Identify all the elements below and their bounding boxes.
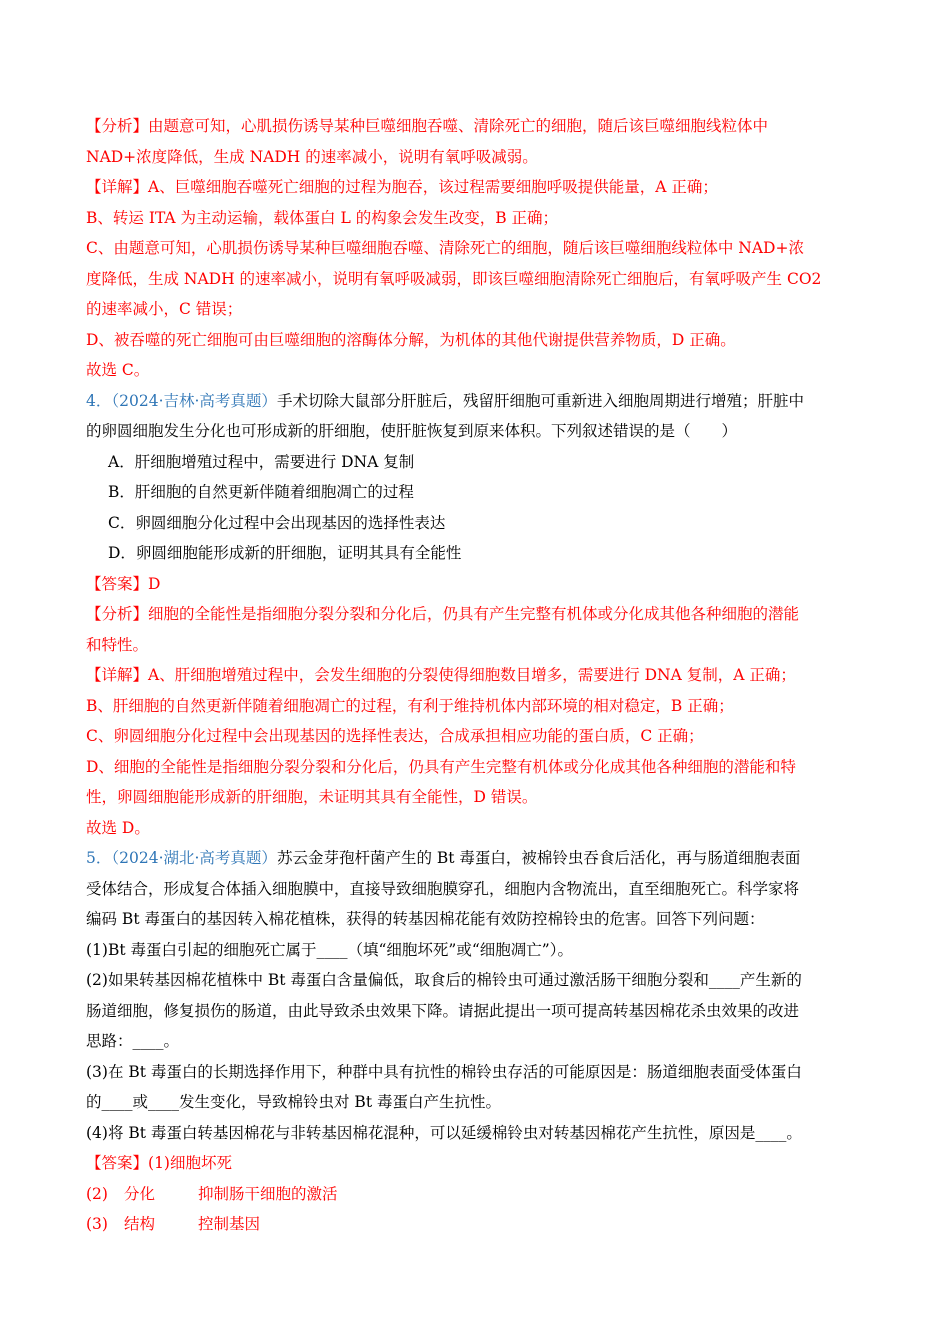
q5-answer-2-b: 抑制肠干细胞的激活 xyxy=(198,1184,338,1203)
q3-detail-line: 【详解】A、巨噬细胞吞噬死亡细胞的过程为胞吞，该过程需要细胞呼吸提供能量，A 正确； xyxy=(86,178,718,196)
q4-option-a: A．肝细胞增殖过程中，需要进行 DNA 复制 xyxy=(108,452,415,471)
q5-question-line: 肠道细胞，修复损伤的肠道，由此导致杀虫效果下降。请据此提出一项可提高转基因棉花杀虫效果的改进 xyxy=(86,1001,800,1020)
q4-source: （2024·吉林·高考真题） xyxy=(111,391,277,410)
q3-detail-line: B、转运 ITA 为主动运输，载体蛋白 L 的构象会发生改变，B 正确； xyxy=(86,208,559,227)
q3-detail-line: 的速率减小，C 错误； xyxy=(86,300,243,318)
q3-conclusion: 故选 C。 xyxy=(86,361,150,379)
q3-detail-line: C、由题意可知，心肌损伤诱导某种巨噬细胞吞噬、清除死亡的细胞，随后该巨噬细胞线粒体中 NAD+浓 xyxy=(86,239,804,257)
q4-detail-line: B、肝细胞的自然更新伴随着细胞凋亡的过程，有利于维持机体内部环境的相对稳定，B 正确； xyxy=(86,696,734,715)
q4-stem xyxy=(86,386,866,417)
q5-answer-3-number: (3) xyxy=(86,1215,108,1233)
q5-answer-1: (1)细胞坏死 xyxy=(148,1154,232,1172)
q4-conclusion: 故选 D。 xyxy=(86,818,150,837)
q5-stem xyxy=(86,843,866,874)
q5-answer-3-b: 控制基因 xyxy=(198,1215,261,1233)
q4-answer: 【答案】D xyxy=(86,574,161,593)
q4-analysis-line: 【分析】细胞的全能性是指细胞分裂分裂和分化后，仍具有产生完整有机体或分化成其他各种细胞的潜能 xyxy=(86,605,800,623)
q5-answer-3-a: 结构 xyxy=(124,1215,156,1233)
q4-stem-line: 的卵圆细胞发生分化也可形成新的肝细胞，使肝脏恢复到原来体积。下列叙述错误的是（ ） xyxy=(86,422,738,440)
q5-question-line: (3)在 Bt 毒蛋白的长期选择作用下，种群中具有抗性的棉铃虫存活的可能原因是：肠道细胞表面受体蛋白 xyxy=(86,1062,802,1081)
q5-question-line: 思路：____。 xyxy=(86,1032,180,1050)
q4-option-c: C．卵圆细胞分化过程中会出现基因的选择性表达 xyxy=(108,513,446,532)
q4-detail-line: 【详解】A、肝细胞增殖过程中，会发生细胞的分裂使得细胞数目增多，需要进行 DNA 复制，A 正确； xyxy=(86,666,796,684)
q4-detail-line: D、细胞的全能性是指细胞分裂分裂和分化后，仍具有产生完整有机体或分化成其他各种细胞的潜能和特 xyxy=(86,757,796,776)
q3-detail-line: 度降低，生成 NADH 的速率减小，说明有氧呼吸减弱，即该巨噬细胞清除死亡细胞后，有氧呼吸产生 CO2 xyxy=(86,269,822,288)
q4-stem-text: 手术切除大鼠部分肝脏后，残留肝细胞可重新进入细胞周期进行增殖；肝脏中 xyxy=(276,391,804,410)
q5-stem-line: 受体结合，形成复合体插入细胞膜中，直接导致细胞膜穿孔，细胞内含物流出，直至细胞死亡。科学家将 xyxy=(86,879,800,898)
q4-option-d: D．卵圆细胞能形成新的肝细胞，证明其具有全能性 xyxy=(108,544,462,562)
q4-number: 4． xyxy=(86,391,112,410)
q4-analysis-line: 和特性。 xyxy=(86,635,149,654)
q5-source: （2024·湖北·高考真题） xyxy=(111,849,277,867)
q5-question-line: (2)如果转基因棉花植株中 Bt 毒蛋白含量偏低，取食后的棉铃虫可通过激活肠干细胞分裂和____产生新的 xyxy=(86,971,802,989)
q5-question-line: (4)将 Bt 毒蛋白转基因棉花与非转基因棉花混种，可以延缓棉铃虫对转基因棉花产生抗性，原因是____。 xyxy=(86,1123,802,1142)
q4-option-b: B．肝细胞的自然更新伴随着细胞凋亡的过程 xyxy=(108,483,414,501)
q5-answer-3 xyxy=(86,1209,866,1240)
q5-answer xyxy=(86,1148,866,1179)
q5-answer-2-a: 分化 xyxy=(124,1184,156,1203)
q5-answer-2-number: (2) xyxy=(86,1184,108,1203)
q3-analysis-line: NAD+浓度降低，生成 NADH 的速率减小，说明有氧呼吸减弱。 xyxy=(86,147,538,166)
document-page xyxy=(86,111,866,1240)
q5-stem-line: 编码 Bt 毒蛋白的基因转入棉花植株，获得的转基因棉花能有效防控棉铃虫的危害。回答下列问题： xyxy=(86,910,765,928)
q4-detail-line: 性，卵圆细胞能形成新的肝细胞，未证明其具有全能性，D 错误。 xyxy=(86,788,538,806)
q5-answer-2 xyxy=(86,1179,866,1210)
q5-stem-text: 苏云金芽孢杆菌产生的 Bt 毒蛋白，被棉铃虫吞食后活化，再与肠道细胞表面 xyxy=(276,849,801,867)
q4-detail-line: C、卵圆细胞分化过程中会出现基因的选择性表达，合成承担相应功能的蛋白质，C 正确； xyxy=(86,727,704,745)
q3-analysis-line: 【分析】由题意可知，心肌损伤诱导某种巨噬细胞吞噬、清除死亡的细胞，随后该巨噬细胞线粒体中 xyxy=(86,117,769,135)
q5-number: 5． xyxy=(86,849,112,867)
q3-detail-line: D、被吞噬的死亡细胞可由巨噬细胞的溶酶体分解，为机体的其他代谢提供营养物质，D 正确。 xyxy=(86,330,736,349)
q5-question-line: (1)Bt 毒蛋白引起的细胞死亡属于____（填“细胞坏死”或“细胞凋亡”）。 xyxy=(86,940,573,959)
q5-question-line: 的____或____发生变化，导致棉铃虫对 Bt 毒蛋白产生抗性。 xyxy=(86,1093,501,1111)
q5-answer-label: 【答案】 xyxy=(86,1154,149,1172)
